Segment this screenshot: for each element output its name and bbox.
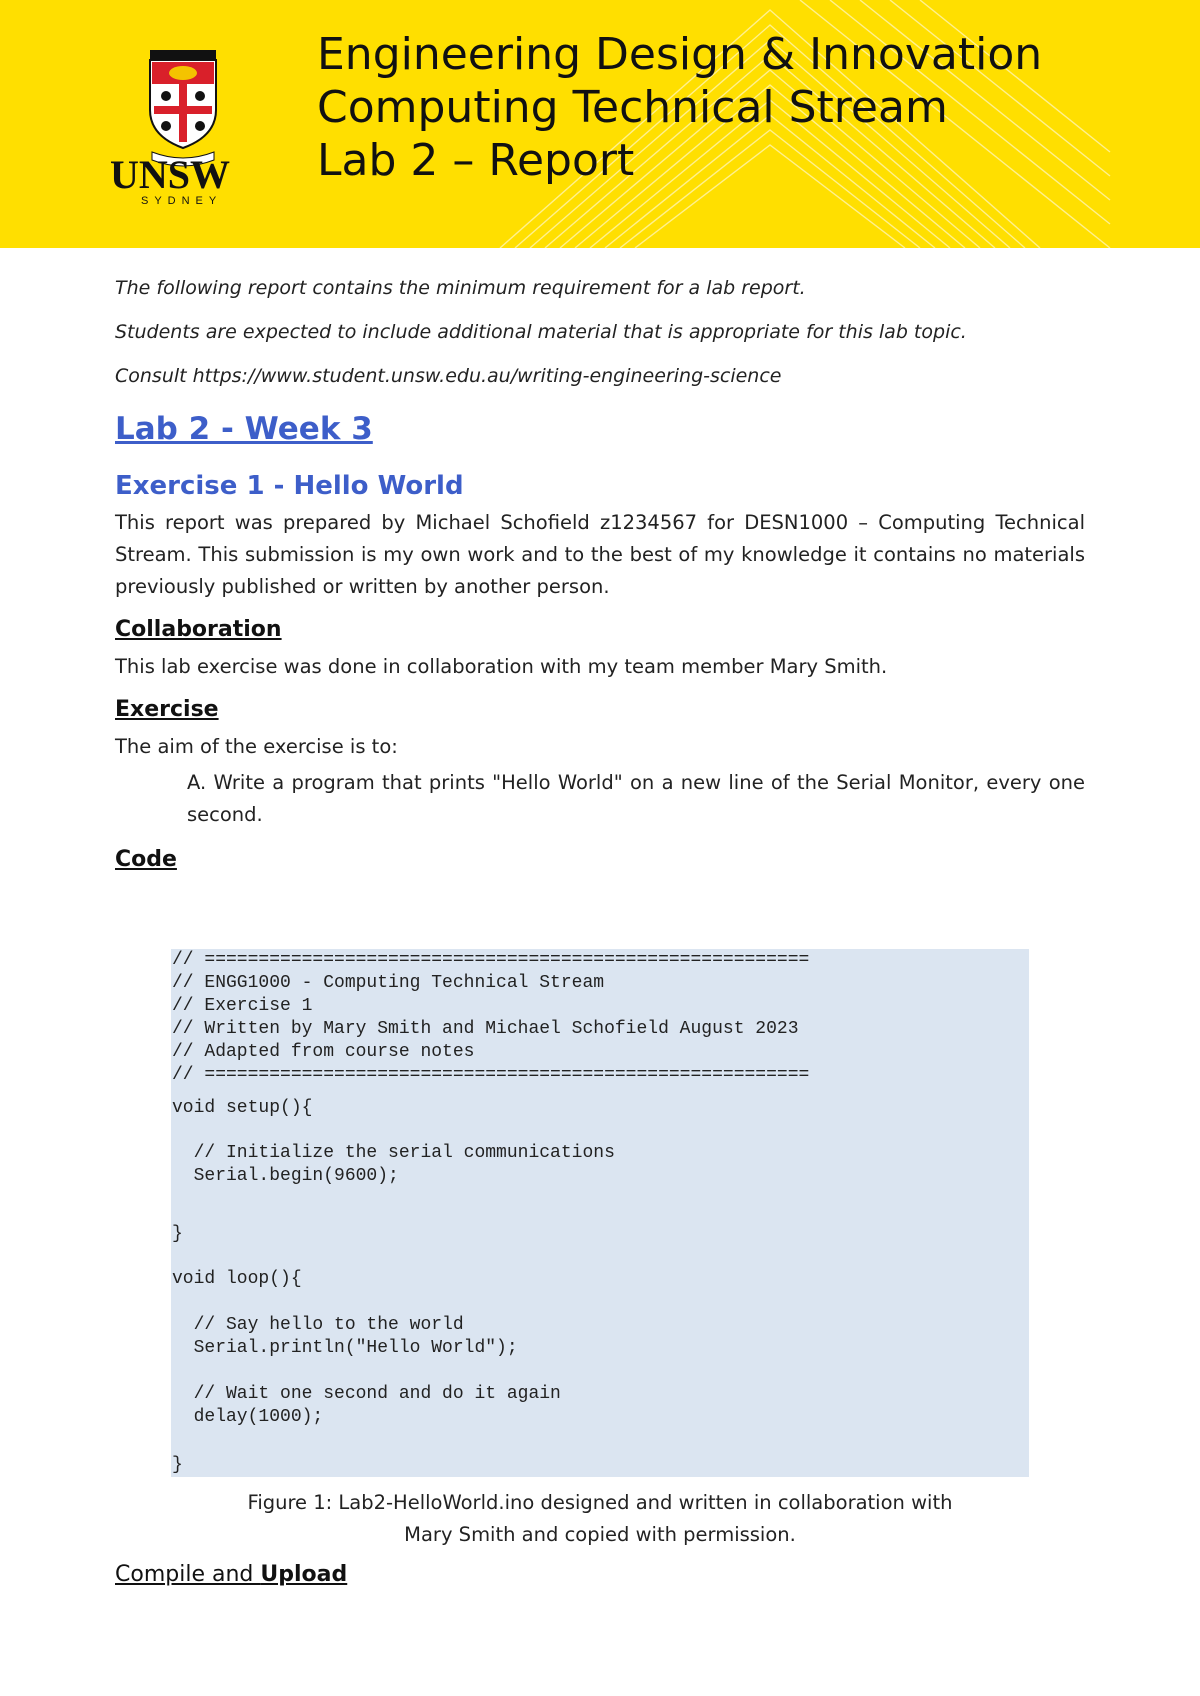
code-loop-close: } — [172, 1455, 183, 1475]
collaboration-heading: Collaboration — [115, 617, 282, 642]
banner-title-line2: Computing Technical Stream — [317, 82, 948, 133]
compile-heading-part1: Compile and — [115, 1562, 261, 1587]
logo-wordmark: UNSW — [110, 152, 231, 197]
header-banner — [0, 0, 1200, 248]
heading-exercise: Exercise 1 - Hello World — [115, 471, 464, 501]
report-body — [115, 276, 1085, 877]
banner-title-line3: Lab 2 – Report — [317, 135, 635, 186]
prepared-by-paragraph: This report was prepared by Michael Schofield z1234567 for DESN1000 – Computing Technical Stream. This submission is my own work and to the best of my knowledge it contains no materials previously published or written by another person. — [115, 511, 1085, 598]
figure-caption — [171, 1487, 1029, 1551]
code-setup-close: } — [172, 1224, 183, 1244]
banner-titles — [317, 28, 1042, 187]
intro-line-1: The following report contains the minimum requirement for a lab report. — [115, 277, 806, 299]
code-header-comment: // ======================================================== // ENGG1000 - Computing Technical Stream // Exercise 1 // Written by Mary Smith and Michael Schofield August 2023 // Adapted from course notes // ======================================================== — [172, 950, 810, 1085]
code-loop-delay: // Wait one second and do it again delay(1000); — [193, 1384, 561, 1427]
logo-subtitle: SYDNEY — [141, 195, 223, 206]
code-loop-hello: // Say hello to the world Serial.println("Hello World"); — [193, 1315, 518, 1358]
intro-notes — [115, 276, 1085, 389]
intro-line-2: Students are expected to include additional material that is appropriate for this lab topic. — [115, 321, 967, 343]
code-setup-body: // Initialize the serial communications Serial.begin(9600); — [193, 1143, 615, 1186]
code-setup-signature: void setup(){ — [172, 1098, 313, 1118]
exercise-heading: Exercise — [115, 697, 219, 722]
heading-week[interactable]: Lab 2 - Week 3 — [115, 411, 373, 447]
unsw-logo — [108, 48, 258, 206]
code-heading: Code — [115, 847, 177, 872]
intro-line-3: Consult https://www.student.unsw.edu.au/writing-engineering-science — [115, 365, 782, 387]
figure-caption-line1: Figure 1: Lab2-HelloWorld.ino designed and written in collaboration with — [247, 1491, 953, 1514]
collaboration-text: This lab exercise was done in collaboration with my team member Mary Smith. — [115, 655, 888, 678]
compile-upload-heading — [115, 1558, 347, 1592]
banner-title-line1: Engineering Design & Innovation — [317, 29, 1043, 80]
exercise-item-a: A. Write a program that prints "Hello World" on a new line of the Serial Monitor, every one second. — [187, 771, 1085, 826]
code-listing — [171, 949, 1029, 1477]
exercise-aim: The aim of the exercise is to: — [115, 735, 398, 758]
compile-heading-part2: Upload — [260, 1562, 348, 1587]
code-loop-signature: void loop(){ — [172, 1269, 302, 1289]
figure-caption-line2: Mary Smith and copied with permission. — [404, 1523, 796, 1546]
